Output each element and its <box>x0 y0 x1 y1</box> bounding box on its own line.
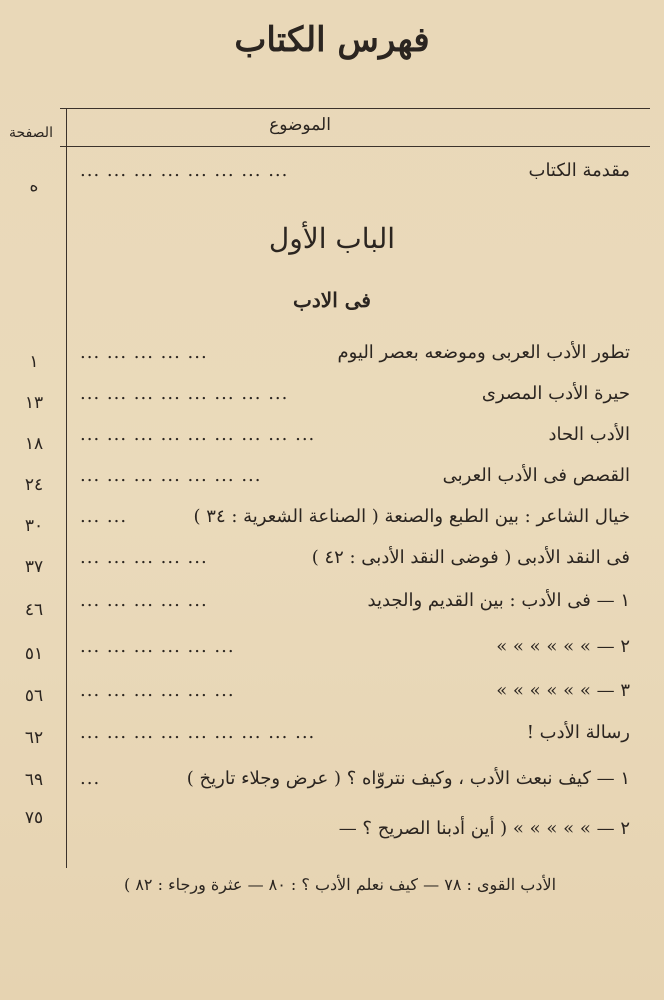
toc-entry <box>80 342 630 370</box>
toc-leader-dots: ... ... <box>80 506 128 527</box>
page-title: فهرس الكتاب <box>234 20 430 60</box>
toc-entry-text: ١ — فى الأدب : بين القديم والجديد <box>367 590 630 611</box>
toc-leader-dots: ... ... ... ... ... <box>80 590 208 611</box>
toc-page-number: ٥٦ <box>24 686 44 706</box>
toc-entry <box>80 383 630 411</box>
toc-leader-dots: ... ... ... ... ... ... ... ... <box>80 383 289 404</box>
toc-page-number: ١ <box>29 352 39 372</box>
toc-leader-dots: ... ... ... ... ... <box>80 547 208 568</box>
toc-entry-text: ٣ — » » » » » » <box>496 680 630 701</box>
toc-entry <box>80 424 630 452</box>
toc-entry-text: حيرة الأدب المصرى <box>481 383 630 404</box>
toc-page-number: ٣٠ <box>24 516 44 536</box>
toc-entry-text: ١ — كيف نبعث الأدب ، وكيف نتروّاه ؟ ( عرض وجلاء تاريخ ) <box>186 768 630 789</box>
toc-page-number: ٧٥ <box>24 808 44 828</box>
toc-leader-dots: ... ... ... ... ... ... ... ... <box>80 160 289 181</box>
toc-entry-text: رسالة الأدب ! <box>526 722 630 743</box>
toc-leader-dots: ... ... ... ... ... ... <box>80 636 235 657</box>
toc-entry <box>80 680 630 708</box>
toc-page-number: ١٣ <box>24 393 44 413</box>
toc-entry-text: خيال الشاعر : بين الطبع والصنعة ( الصناعة الشعرية : ٣٤ ) <box>193 506 630 527</box>
toc-entry <box>80 465 630 493</box>
topic-column-header: الموضوع <box>269 115 331 135</box>
toc-leader-dots: ... ... ... ... ... ... ... ... ... <box>80 722 316 743</box>
toc-entry-text: ٢ — » » » » » ( أين أدبنا الصريح ؟ — <box>338 818 630 839</box>
toc-page-number: ١٨ <box>24 434 44 454</box>
section-subtitle: فى الادب <box>293 288 371 312</box>
toc-entry <box>80 636 630 664</box>
toc-entry-text: مقدمة الكتاب <box>528 160 630 181</box>
toc-continuation-line: الأدب القوى : ٧٨ — كيف نعلم الأدب ؟ : ٨٠ — عثرة ورجاء : ٨٢ ) <box>123 875 557 894</box>
toc-leader-dots: ... <box>80 768 101 789</box>
toc-leader-dots: ... ... ... ... ... ... <box>80 680 235 701</box>
toc-entry <box>80 818 630 846</box>
toc-entry-text: الأدب الحاد <box>548 424 630 445</box>
toc-entry <box>80 768 630 796</box>
table-header <box>0 105 664 145</box>
toc-entry-text: تطور الأدب العربى وموضعه بعصر اليوم <box>337 342 630 363</box>
toc-leader-dots: ... ... ... ... ... ... ... <box>80 465 262 486</box>
page-column-header: الصفحة <box>9 125 53 141</box>
toc-entry-text: فى النقد الأدبى ( فوضى النقد الأدبى : ٤٢ ) <box>311 547 630 568</box>
toc-page-number: ٦٢ <box>24 728 44 748</box>
header-rule <box>60 146 650 147</box>
toc-entry <box>80 160 630 188</box>
toc-page-number: ٣٧ <box>24 557 44 577</box>
toc-page-number: ٦٩ <box>24 770 44 790</box>
toc-page-number: ٥١ <box>24 644 44 664</box>
toc-page-number: ٢٤ <box>24 475 44 495</box>
toc-page-number: ٤٦ <box>24 600 44 620</box>
toc-entry <box>80 590 630 618</box>
toc-entry <box>80 722 630 750</box>
section-title: الباب الأول <box>268 222 396 255</box>
toc-leader-dots: ... ... ... ... ... ... ... ... ... <box>80 424 316 445</box>
toc-entry-text: ٢ — » » » » » » <box>496 636 630 657</box>
toc-entry-text: القصص فى الأدب العربى <box>442 465 630 486</box>
toc-entry <box>80 547 630 575</box>
toc-entry <box>80 506 630 534</box>
toc-leader-dots: ... ... ... ... ... <box>80 342 208 363</box>
toc-page-number: ه <box>29 176 39 196</box>
